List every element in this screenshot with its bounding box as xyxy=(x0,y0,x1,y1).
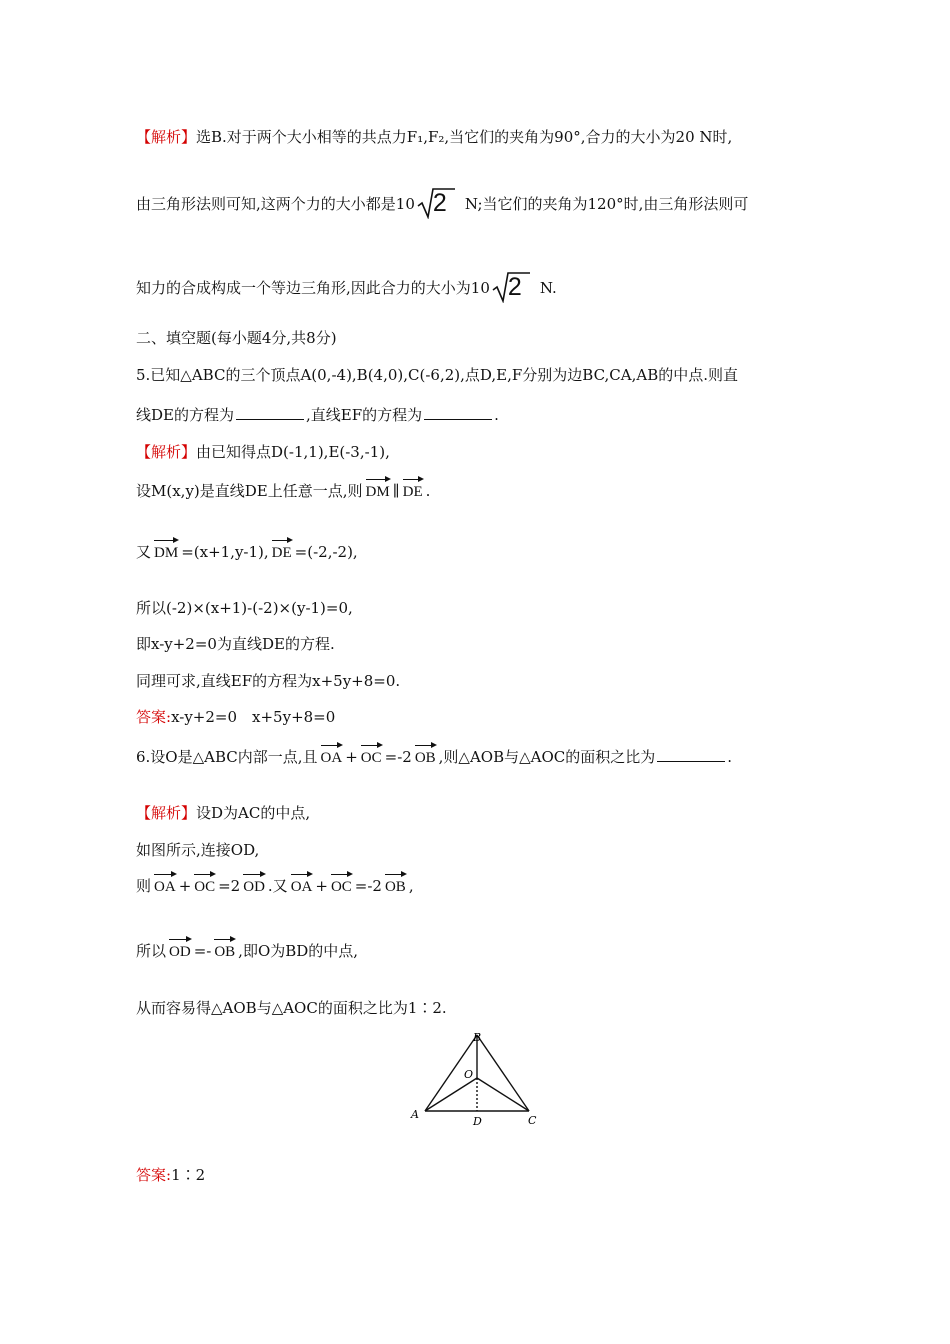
q5-text: =(-2,-2), xyxy=(294,543,358,561)
q5-text: ∥ xyxy=(392,482,400,500)
p1-text2b: N;当它们的夹角为120°时,由三角形法则可 xyxy=(464,195,749,213)
triangle-figure xyxy=(408,1030,544,1130)
vector-dm: DM xyxy=(365,484,390,500)
p1-line2 xyxy=(136,187,748,219)
section-heading: 二、填空题(每小题4分,共8分) xyxy=(136,329,337,347)
vector-od: OD xyxy=(243,879,265,895)
q6-text: 设D为AC的中点, xyxy=(196,804,311,822)
q6-solution4 xyxy=(136,941,358,962)
sqrt-symbol xyxy=(492,271,532,303)
q5-text: 由已知得点D(-1,1),E(-3,-1), xyxy=(196,443,390,461)
answer-tag: 答案: xyxy=(136,708,172,726)
q6-text: , xyxy=(408,877,414,895)
segment-ao xyxy=(425,1078,477,1111)
vector-oc: OC xyxy=(360,750,382,766)
label-b: B xyxy=(473,1031,482,1044)
q5-solution6: 同理可求,直线EF的方程为x+5y+8=0. xyxy=(136,672,401,690)
vector-de: DE xyxy=(271,545,292,561)
q6-line1 xyxy=(136,747,732,768)
answer-blank xyxy=(657,747,725,762)
q5-line2 xyxy=(136,405,499,425)
q5-solution1 xyxy=(136,442,390,462)
vector-oa: OA xyxy=(320,750,343,766)
q5-text: . xyxy=(425,482,431,500)
segment-bc xyxy=(477,1035,529,1111)
q6-solution3 xyxy=(136,876,414,897)
q5-solution3 xyxy=(136,542,358,563)
vector-oc: OC xyxy=(330,879,352,895)
q5-text: 线DE的方程为 xyxy=(136,406,234,424)
q6-text: ,即O为BD的中点, xyxy=(238,942,359,960)
q6-text: .又 xyxy=(267,877,288,895)
q6-answer-text: 1∶2 xyxy=(171,1166,206,1184)
label-c: C xyxy=(528,1114,537,1127)
q6-text: + xyxy=(178,877,192,895)
q5-text: 又 xyxy=(136,543,152,561)
q5-text: 设M(x,y)是直线DE上任意一点,则 xyxy=(136,482,363,500)
analysis-tag: 【解析】 xyxy=(136,443,197,461)
vector-de: DE xyxy=(402,484,423,500)
q6-text: . xyxy=(727,748,733,766)
q5-solution2 xyxy=(136,481,430,502)
sqrt-radicand: 2 xyxy=(432,189,447,217)
q6-text: ,则△AOB与△AOC的面积之比为 xyxy=(438,748,656,766)
p1-text1: 选B.对于两个大小相等的共点力F₁,F₂,当它们的夹角为90°,合力的大小为20 N时, xyxy=(196,128,733,146)
q6-text: 6.设O是△ABC内部一点,且 xyxy=(136,748,318,766)
q5-text: =(x+1,y-1), xyxy=(181,543,269,561)
p1-text3a: 知力的合成构成一个等边三角形,因此合力的大小为10 xyxy=(136,279,490,297)
q6-text: =-2 xyxy=(384,748,412,766)
vector-oa: OA xyxy=(290,879,313,895)
q6-text: 所以 xyxy=(136,942,167,960)
q6-solution5: 从而容易得△AOB与△AOC的面积之比为1∶2. xyxy=(136,999,447,1017)
answer-blank xyxy=(236,405,304,420)
p1-text2a: 由三角形法则可知,这两个力的大小都是10 xyxy=(136,195,415,213)
q5-answer xyxy=(136,707,335,727)
vector-od: OD xyxy=(169,944,191,960)
sqrt-radicand: 2 xyxy=(507,273,522,301)
label-a: A xyxy=(411,1108,419,1121)
analysis-tag: 【解析】 xyxy=(136,804,197,822)
q6-solution2: 如图所示,连接OD, xyxy=(136,841,260,859)
analysis-tag: 【解析】 xyxy=(136,128,197,146)
q6-text: =- xyxy=(193,942,212,960)
q5-solution4: 所以(-2)×(x+1)-(-2)×(y-1)=0, xyxy=(136,599,353,617)
q6-solution1 xyxy=(136,803,310,823)
vector-oc: OC xyxy=(194,879,216,895)
q5-line1: 5.已知△ABC的三个顶点A(0,-4),B(4,0),C(-6,2),点D,E,F分别为边BC,CA,AB的中点.则直 xyxy=(136,366,739,384)
vector-oa: OA xyxy=(154,879,176,895)
q6-text: =2 xyxy=(218,877,241,895)
q5-text: . xyxy=(494,406,499,424)
q5-answer-text: x-y+2=0 x+5y+8=0 xyxy=(171,708,336,726)
p1-text3b: N. xyxy=(539,279,557,297)
label-d: D xyxy=(473,1115,482,1128)
vector-dm: DM xyxy=(154,545,179,561)
q5-solution5: 即x-y+2=0为直线DE的方程. xyxy=(136,635,335,653)
vector-ob: OB xyxy=(214,944,236,960)
q6-text: 则 xyxy=(136,877,152,895)
vector-ob: OB xyxy=(384,879,406,895)
q6-answer xyxy=(136,1165,205,1185)
q6-text: + xyxy=(345,748,358,766)
vector-ob: OB xyxy=(414,750,436,766)
sqrt-symbol xyxy=(417,187,457,219)
p1-line1 xyxy=(136,127,732,147)
p1-line3 xyxy=(136,271,557,303)
q5-text: ,直线EF的方程为 xyxy=(305,406,423,424)
answer-tag: 答案: xyxy=(136,1166,172,1184)
answer-blank xyxy=(424,405,492,420)
segment-co xyxy=(477,1078,529,1111)
q6-text: =-2 xyxy=(354,877,382,895)
q6-text: + xyxy=(315,877,328,895)
label-o: O xyxy=(464,1068,474,1081)
